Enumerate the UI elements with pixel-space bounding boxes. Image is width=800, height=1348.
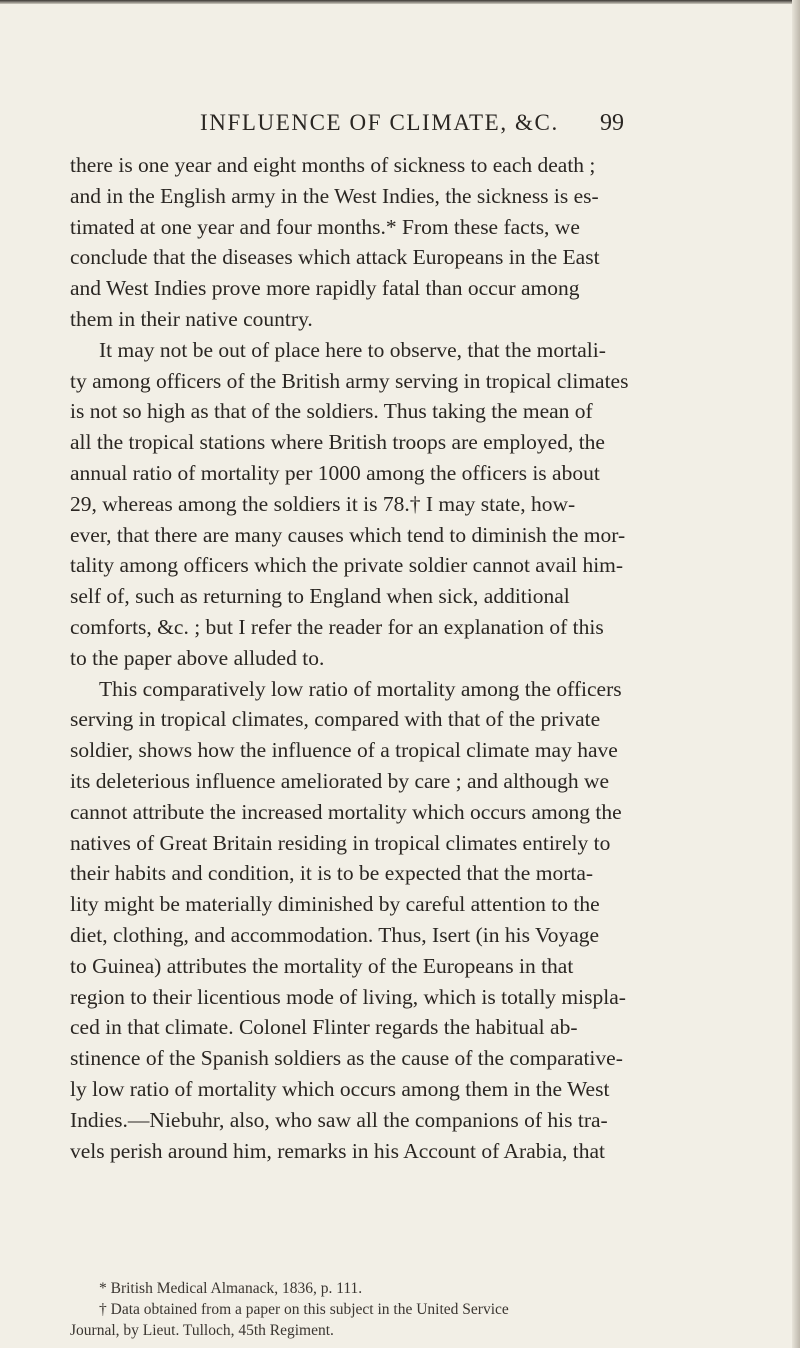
text-line: ty among officers of the British army serving in tropical climates xyxy=(70,368,629,393)
text-line: all the tropical stations where British troops are employed, the xyxy=(70,430,605,455)
text-line: their habits and condition, it is to be expected that the morta- xyxy=(70,861,594,886)
text-line: annual ratio of mortality per 1000 among the officers is about xyxy=(70,460,600,485)
body-text xyxy=(70,150,785,1166)
text-line: is not so high as that of the soldiers. Thus taking the mean of xyxy=(70,399,593,424)
text-line: vels perish around him, remarks in his Account of Arabia, that xyxy=(70,1138,605,1163)
text-line: natives of Great Britain residing in tropical climates entirely to xyxy=(70,830,611,855)
footnote-line: Journal, by Lieut. Tulloch, 45th Regiment. xyxy=(70,1322,334,1339)
footnote-line: † Data obtained from a paper on this subject in the United Service xyxy=(99,1301,509,1318)
text-line: 29, whereas among the soldiers it is 78.† I may state, how- xyxy=(70,491,576,516)
text-line: Indies.—Niebuhr, also, who saw all the companions of his tra- xyxy=(70,1107,608,1132)
text-line: conclude that the diseases which attack Europeans in the East xyxy=(70,245,600,270)
text-line: stinence of the Spanish soldiers as the cause of the comparative- xyxy=(70,1046,623,1071)
running-head: INFLUENCE OF CLIMATE, &C. xyxy=(200,110,559,135)
text-line: its deleterious influence ameliorated by care ; and although we xyxy=(70,768,610,793)
text-line: lity might be materially diminished by careful attention to the xyxy=(70,892,600,917)
text-line: ced in that climate. Colonel Flinter regards the habitual ab- xyxy=(70,1015,578,1040)
text-line: diet, clothing, and accommodation. Thus, Isert (in his Voyage xyxy=(70,922,600,947)
text-line: them in their native country. xyxy=(70,306,313,331)
page-header xyxy=(0,110,800,150)
footnote-line: * British Medical Almanack, 1836, p. 111. xyxy=(99,1280,363,1297)
text-line: ever, that there are many causes which tend to diminish the mor- xyxy=(70,522,626,547)
text-line: comforts, &c. ; but I refer the reader for an explanation of this xyxy=(70,614,604,639)
text-line: ly low ratio of mortality which occurs among them in the West xyxy=(70,1076,610,1101)
page-top-edge xyxy=(0,0,800,4)
text-line: timated at one year and four months.* From these facts, we xyxy=(70,214,580,239)
text-line: tality among officers which the private soldier cannot avail him- xyxy=(70,553,624,578)
text-line: to Guinea) attributes the mortality of the Europeans in that xyxy=(70,953,574,978)
text-line: self of, such as returning to England when sick, additional xyxy=(70,584,570,609)
text-line: and West Indies prove more rapidly fatal than occur among xyxy=(70,276,580,301)
text-line: there is one year and eight months of sickness to each death ; xyxy=(70,153,596,177)
text-line: serving in tropical climates, compared with that of the private xyxy=(70,707,601,732)
text-line: region to their licentious mode of living, which is totally mispla- xyxy=(70,984,626,1009)
text-line: and in the English army in the West Indies, the sickness is es- xyxy=(70,183,599,208)
page-number: 99 xyxy=(600,110,624,136)
text-line: It may not be out of place here to observe, that the mortali- xyxy=(99,337,606,362)
page-right-edge xyxy=(792,0,800,1348)
text-line: soldier, shows how the influence of a tropical climate may have xyxy=(70,738,618,763)
text-line: cannot attribute the increased mortality which occurs among the xyxy=(70,799,622,824)
footnotes xyxy=(70,1278,785,1341)
text-line: This comparatively low ratio of mortality among the officers xyxy=(99,676,622,701)
text-line: to the paper above alluded to. xyxy=(70,645,325,670)
